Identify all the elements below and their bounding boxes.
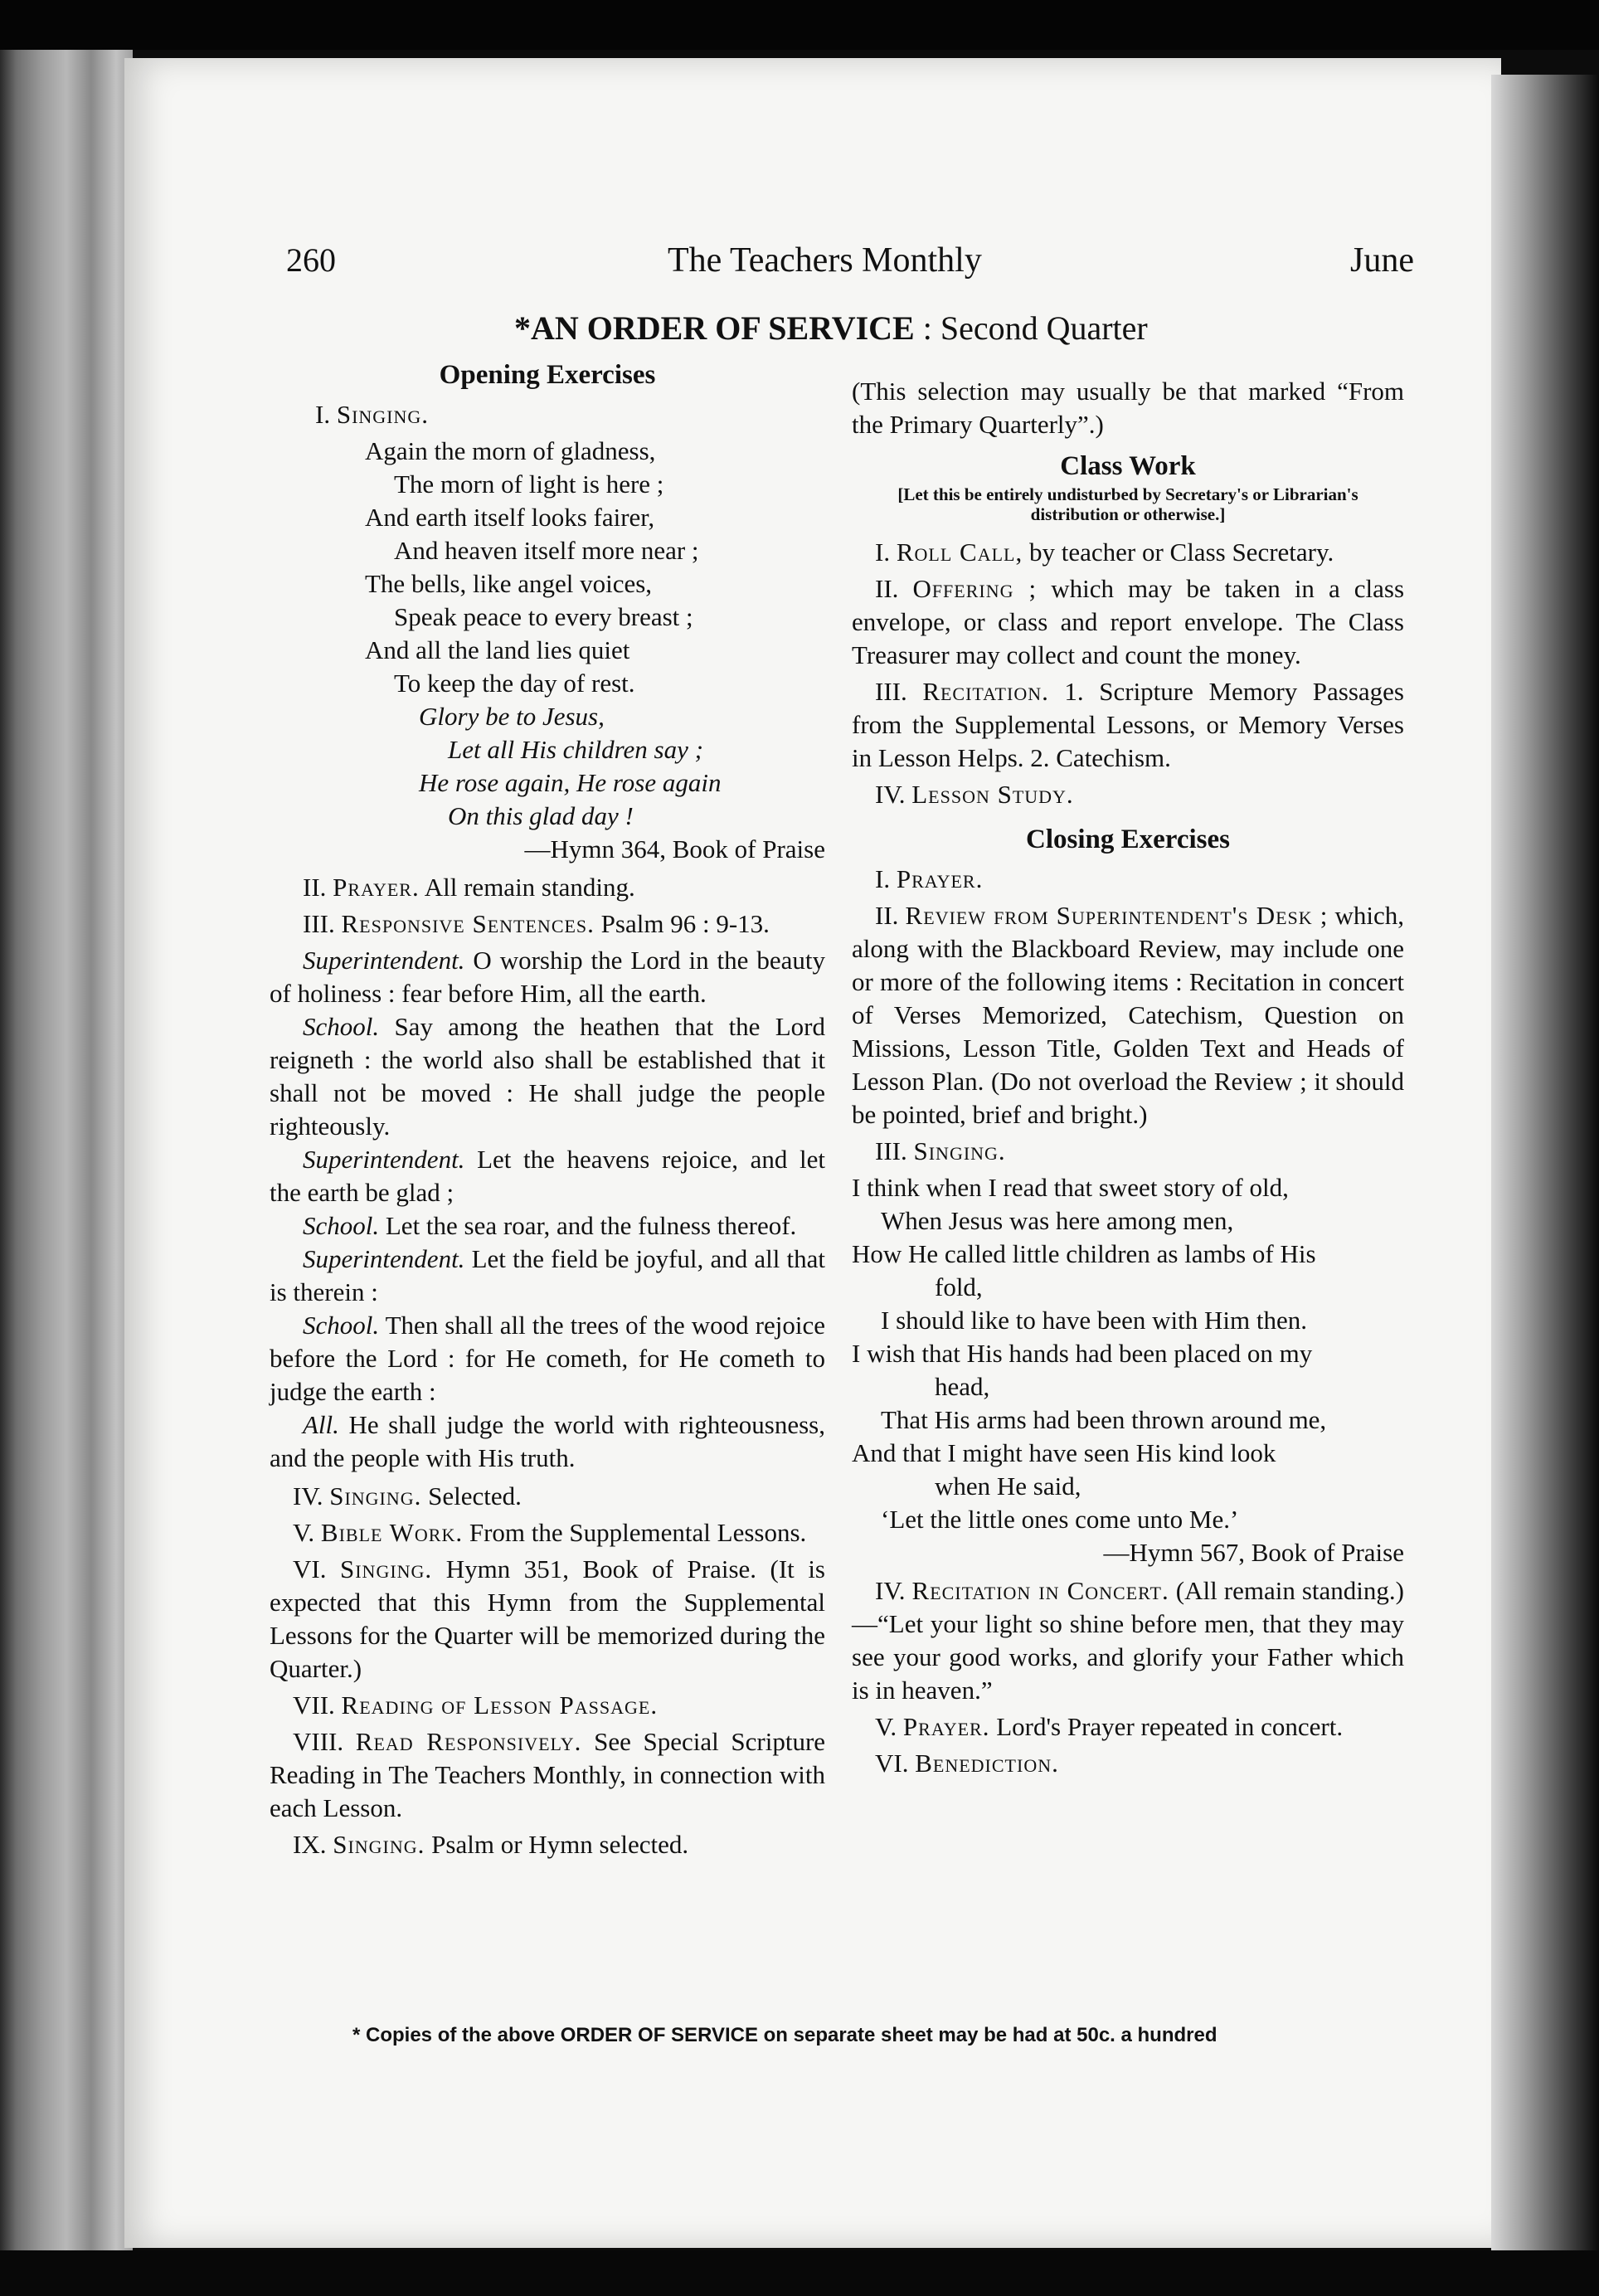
hymn-line: Speak peace to every breast ;	[394, 602, 693, 631]
hymn-line: I think when I read that sweet story of old,	[852, 1173, 1289, 1202]
item-number: II.	[875, 574, 899, 603]
chorus-line: Glory be to Jesus,	[419, 702, 605, 731]
hymn-attribution: —Hymn 567, Book of Praise	[1103, 1538, 1404, 1567]
response-line	[270, 1209, 825, 1243]
item-number: I.	[875, 538, 891, 567]
hymn-line: Again the morn of gladness,	[365, 436, 656, 465]
hymn-line: That His arms had been thrown around me,	[881, 1405, 1327, 1434]
class-item	[852, 675, 1404, 775]
item-text: Hymn 351, Book of Praise. (It is expected that this Hymn from the Supplemental Lessons for the Quarter will be memorized during the Quarter.)	[270, 1554, 825, 1683]
hymn-line: And heaven itself more near ;	[394, 536, 699, 565]
speaker: School.	[303, 1211, 380, 1240]
class-item	[852, 572, 1404, 672]
order-item	[270, 1828, 825, 1861]
class-item	[852, 778, 1404, 811]
item-label: Bible Work.	[320, 1518, 464, 1547]
response-line	[270, 1408, 825, 1475]
review-item	[852, 899, 1404, 1131]
item-number: IV.	[293, 1481, 323, 1510]
hymn-line: The morn of light is here ;	[394, 469, 664, 499]
item-number: III.	[875, 1136, 907, 1165]
item-number: III.	[303, 909, 335, 938]
item-number: V.	[875, 1712, 897, 1741]
responsive-sentences-item	[270, 907, 825, 941]
item-text: (All remain standing.)—“Let your light so shine before men, that they may see your good works, and glorify your Father which is in heaven.”	[852, 1576, 1404, 1705]
hymn-attribution: —Hymn 364, Book of Praise	[524, 834, 825, 863]
chorus-line: Let all His children say ;	[448, 735, 703, 764]
page-title	[514, 309, 1261, 348]
opening-singing-item	[270, 398, 825, 431]
item-label: Reading of Lesson Passage.	[341, 1690, 659, 1720]
chorus-line: On this glad day !	[448, 801, 634, 830]
title-main: AN ORDER OF SERVICE	[531, 309, 915, 347]
closing-hymn	[852, 1171, 1404, 1569]
title-subtitle: : Second Quarter	[922, 309, 1148, 347]
response-text: Let the field be joyful, and all that is therein :	[270, 1244, 826, 1306]
item-text: Lord's Prayer repeated in concert.	[996, 1712, 1344, 1741]
item-label: Prayer.	[902, 1712, 990, 1741]
response-text: Then shall all the trees of the wood rejoice before the Lord : for He cometh, for He cometh to judge the earth :	[270, 1311, 825, 1406]
speaker: School.	[303, 1012, 380, 1041]
item-label: Lesson Study.	[911, 780, 1074, 809]
order-item	[270, 1516, 825, 1549]
item-label: Review from Superintendent's Desk ;	[905, 901, 1329, 930]
hymn-line: ‘Let the little ones come unto Me.’	[881, 1505, 1239, 1534]
order-item	[270, 1725, 825, 1825]
hymn-line: when He said,	[935, 1471, 1081, 1501]
item-number: II.	[303, 873, 327, 902]
hymn-line: And that I might have seen His kind look	[852, 1438, 1276, 1467]
item-number: I.	[875, 864, 891, 893]
hymn-line: fold,	[935, 1272, 983, 1301]
response-line	[270, 1143, 825, 1209]
item-text: which may be taken in a class envelope, or class and report envelope. The Class Treasurer may collect and count the money.	[852, 574, 1405, 669]
class-work-heading: Class Work	[1060, 451, 1196, 481]
hymn-line: I wish that His hands had been placed on my	[852, 1339, 1313, 1368]
closing-exercises-heading: Closing Exercises	[1026, 825, 1230, 854]
page-number: 260	[286, 241, 336, 279]
opening-hymn	[270, 435, 825, 866]
item-label: Singing.	[333, 1830, 425, 1859]
item-number: IX.	[293, 1830, 327, 1859]
hymn-line: I should like to have been with Him then.	[881, 1306, 1307, 1335]
chorus-line: He rose again, He rose again	[419, 768, 722, 797]
item-label: Roll Call,	[896, 538, 1023, 567]
closing-singing-item	[852, 1135, 1404, 1168]
responsive-reading	[270, 944, 825, 1475]
running-head	[286, 241, 1414, 290]
response-text: Let the sea roar, and the fulness thereof.	[385, 1211, 797, 1240]
class-work-note: [Let this be entirely undisturbed by Secretary's or Librarian's distribution or otherwise.]	[897, 484, 1358, 524]
order-item	[270, 1480, 825, 1513]
item-number: VI.	[293, 1554, 327, 1583]
left-column	[270, 358, 825, 1865]
item-text: Selected.	[428, 1481, 522, 1510]
journal-title: The Teachers Monthly	[668, 241, 982, 280]
item-text: by teacher or Class Secretary.	[1028, 538, 1334, 567]
speaker: Superintendent.	[303, 946, 465, 975]
item-label: Read Responsively.	[355, 1727, 582, 1756]
benediction-item	[852, 1747, 1404, 1780]
response-line	[270, 1309, 825, 1408]
item-text: From the Supplemental Lessons.	[469, 1518, 807, 1547]
item-number: IV.	[875, 1576, 906, 1605]
item-label: Benediction.	[915, 1749, 1059, 1778]
hymn-line: How He called little children as lambs of His	[852, 1239, 1316, 1268]
prayer-item	[270, 871, 825, 904]
order-item	[270, 1689, 825, 1722]
item-text: which, along with the Blackboard Review, may include one or more of the following items : Recitation in concert of Verses Memorized, Catechism, Question on Missions, Lesson Title, Golden Text and Heads of Lesson Plan. (Do not overload the Review ; it should be pointed, brief and bright.)	[852, 901, 1405, 1129]
response-line	[270, 944, 825, 1010]
item-number: III.	[875, 677, 907, 706]
recitation-item	[852, 1574, 1404, 1707]
hymn-line: And earth itself looks fairer,	[365, 503, 655, 532]
speaker: Superintendent.	[303, 1244, 465, 1273]
item-label: Prayer.	[333, 873, 420, 902]
hymn-line: When Jesus was here among men,	[881, 1206, 1234, 1235]
closing-prayer-item	[852, 863, 1404, 896]
speaker: All.	[303, 1410, 339, 1439]
item-text: Psalm 96 : 9-13.	[600, 909, 770, 938]
item-number: VIII.	[293, 1727, 344, 1756]
response-text: O worship the Lord in the beauty of holiness : fear before Him, all the earth.	[270, 946, 825, 1008]
item-label: Recitation in Concert.	[911, 1576, 1169, 1605]
item-label: Recitation.	[922, 677, 1049, 706]
item-number: IV.	[875, 780, 906, 809]
page-right-edge	[1491, 75, 1599, 2281]
item-label: Singing.	[339, 1554, 433, 1583]
hymn-line: To keep the day of rest.	[394, 669, 635, 698]
item-text: See Special Scripture Reading in The Teachers Monthly, in connection with each Lesson.	[270, 1727, 826, 1822]
item-number: V.	[293, 1518, 315, 1547]
selection-note: (This selection may usually be that marked “From the Primary Quarterly”.)	[852, 377, 1404, 439]
speaker: School.	[303, 1311, 380, 1340]
response-line	[270, 1243, 825, 1309]
right-column	[852, 375, 1404, 1783]
hymn-line: head,	[935, 1372, 990, 1401]
response-line	[270, 1010, 825, 1143]
item-number: I.	[315, 400, 331, 429]
item-number: VI.	[875, 1749, 909, 1778]
item-number: II.	[875, 901, 899, 930]
book-binding-edge	[0, 50, 133, 2256]
footnote: * Copies of the above ORDER OF SERVICE on separate sheet may be had at 50c. a hundred	[352, 2024, 1217, 2046]
scan-top-border	[0, 0, 1599, 50]
response-text: He shall judge the world with righteousness, and the people with His truth.	[270, 1410, 825, 1472]
item-text: Psalm or Hymn selected.	[431, 1830, 689, 1859]
item-label: Prayer.	[896, 864, 984, 893]
item-label: Singing.	[336, 400, 430, 429]
item-label: Offering ;	[912, 574, 1038, 603]
response-text: Say among the heathen that the Lord reigneth : the world also shall be established that it shall not be moved : He shall judge the people righteously.	[270, 1012, 825, 1141]
item-text: 1. Scripture Memory Passages from the Supplemental Lessons, or Memory Verses in Lesson Helps. 2. Catechism.	[852, 677, 1404, 772]
issue-month: June	[1350, 241, 1414, 280]
response-text: Let the heavens rejoice, and let the earth be glad ;	[270, 1145, 826, 1207]
scan-bottom-border	[0, 2250, 1599, 2296]
item-label: Singing.	[913, 1136, 1006, 1165]
hymn-line: The bells, like angel voices,	[365, 569, 653, 598]
item-number: VII.	[293, 1690, 335, 1720]
order-item	[270, 1553, 825, 1686]
item-text: All remain standing.	[424, 873, 635, 902]
final-prayer-item	[852, 1710, 1404, 1744]
item-label: Singing.	[329, 1481, 422, 1510]
item-label: Responsive Sentences.	[341, 909, 595, 938]
hymn-line: And all the land lies quiet	[365, 635, 630, 664]
opening-exercises-heading: Opening Exercises	[439, 360, 656, 390]
speaker: Superintendent.	[303, 1145, 465, 1174]
class-item	[852, 536, 1404, 569]
title-asterisk: *	[514, 309, 531, 347]
